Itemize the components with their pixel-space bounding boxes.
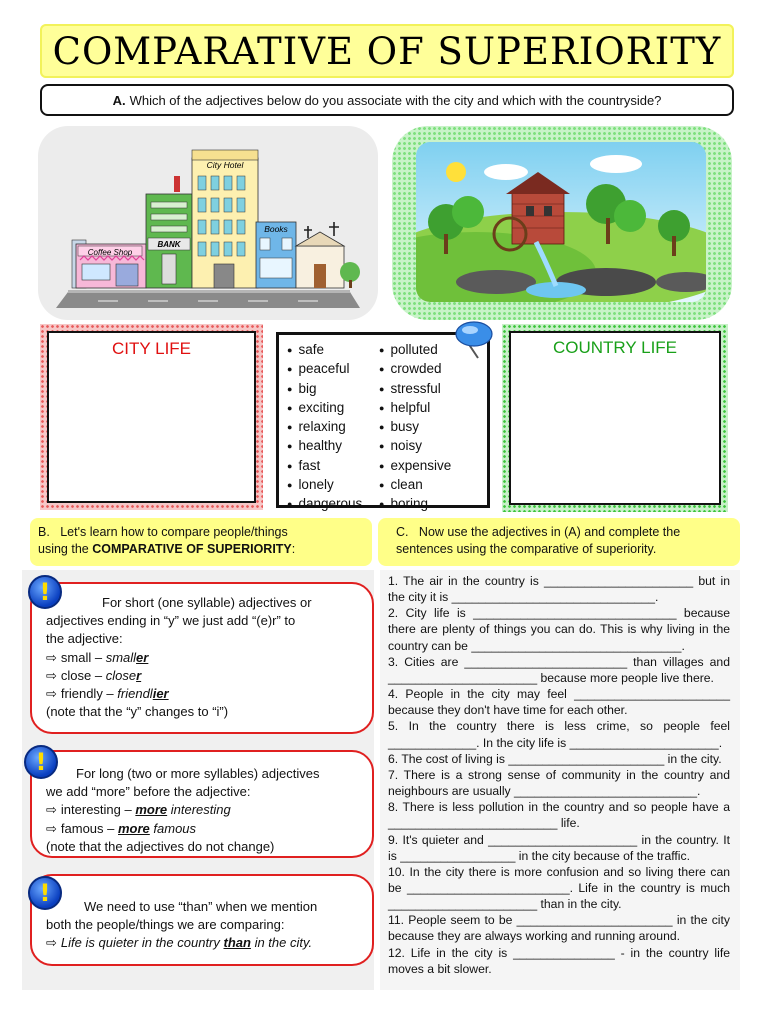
exercise-item[interactable]: 10. In the city there is more confusion and so living there can be ________________________. Life in the country is much ______________________ than in the city. <box>388 864 730 912</box>
rule-short-line-2: adjectives ending in “y” we just add “(e)r” to <box>46 613 296 629</box>
section-b-colon: : <box>291 542 296 556</box>
rule-short-note: (note that the “y” changes to “i”) <box>46 704 229 720</box>
rule-long-note: (note that the adjectives do not change) <box>46 838 275 854</box>
adjective-column-1 <box>287 341 362 515</box>
instruction-a-letter: A. <box>112 92 126 108</box>
adjective-item: ● expensive <box>379 457 451 476</box>
adjective-item: ● dangerous <box>287 495 362 514</box>
exercise-item[interactable]: 12. Life in the city is _______________ - in the country life moves a bit slower. <box>388 945 730 976</box>
rule-short-example-2: ⇨ close – closer <box>46 667 362 685</box>
adjective-item: ● boring <box>379 495 451 514</box>
exercise-item[interactable]: 2. City life is ______________________________ because there are plenty of things you can do. This is why living in the country can be _______________________________. <box>388 606 730 653</box>
countryside-illustration <box>392 126 732 320</box>
section-b-text-1: Let's learn how to compare people/things <box>60 525 288 539</box>
country-life-box[interactable] <box>509 331 721 505</box>
section-c-text-1: Now use the adjectives in (A) and complete the <box>418 525 681 539</box>
instruction-a <box>40 84 734 116</box>
adjective-item: ● peaceful <box>287 360 362 379</box>
rule-short-line-1: For short (one syllable) adjectives or <box>102 595 312 610</box>
rule-long-adjectives <box>30 750 374 858</box>
rule-short-example-3: ⇨ friendly – friendlier <box>46 685 362 703</box>
section-c-letter: C. <box>396 525 409 539</box>
city-life-label: CITY LIFE <box>111 339 192 358</box>
country-life-label: COUNTRY LIFE <box>552 338 678 357</box>
countryside-mill-image <box>416 142 706 302</box>
exercise-item[interactable]: 3. Cities are ________________________ than villages and ______________________ because more people live there. <box>388 654 730 685</box>
rule-short-adjectives <box>30 582 374 734</box>
rule-than-line-1: We need to use “than” when we mention <box>84 899 318 914</box>
bank-sign: BANK <box>157 240 181 249</box>
hotel-sign: City Hotel <box>206 160 244 170</box>
coffee-shop-sign: Coffee Shop <box>87 248 133 257</box>
adjective-item: ● clean <box>379 476 451 495</box>
city-illustration <box>38 126 378 320</box>
rule-than-line-2: both the people/things we are comparing: <box>46 917 285 933</box>
adjective-item: ● helpful <box>379 399 451 418</box>
adjective-item: ● noisy <box>379 437 451 456</box>
exercise-item[interactable]: 7. There is a strong sense of community in the country and neighbours are usually ___________________________. <box>388 767 730 799</box>
city-life-box[interactable] <box>47 331 256 503</box>
section-b-header <box>30 518 372 566</box>
exercise-item[interactable]: 5. In the country there is less crime, so people feel _____________. In the city life is ______________________. <box>388 719 730 750</box>
section-c-header <box>378 518 740 566</box>
rule-than-example: ⇨ Life is quieter in the country than in the city. <box>46 934 362 952</box>
section-b-bold: COMPARATIVE OF SUPERIORITY <box>92 542 292 556</box>
rule-than <box>30 874 374 966</box>
adjective-column-2 <box>379 341 451 515</box>
info-exclamation-icon: ! <box>28 575 62 609</box>
rule-long-example-2: ⇨ famous – more famous <box>46 820 362 838</box>
city-buildings-image <box>38 126 378 320</box>
books-sign: Books <box>264 224 288 234</box>
adjective-item: ● relaxing <box>287 418 362 437</box>
section-c-text-2: sentences using the comparative of superiority. <box>396 542 657 556</box>
info-exclamation-icon: ! <box>24 745 58 779</box>
adjective-item: ● busy <box>379 418 451 437</box>
rule-long-line-2: we add “more” before the adjective: <box>46 784 251 800</box>
push-pin-icon <box>452 318 502 362</box>
section-b-letter: B. <box>38 525 50 539</box>
rule-short-line-3: the adjective: <box>46 631 123 647</box>
rule-long-line-1: For long (two or more syllables) adjectives <box>76 766 320 781</box>
adjective-item: ● healthy <box>287 437 362 456</box>
adjective-item: ● crowded <box>379 360 451 379</box>
exercise-item[interactable]: 11. People seem to be _______________________ in the city because they are always working and running around. <box>388 913 730 944</box>
exercise-item[interactable]: 9. It's quieter and ______________________ in the country. It is _________________ in the city because of the traffic. <box>388 832 730 863</box>
page-title: COMPARATIVE OF SUPERIORITY <box>52 30 722 73</box>
exercise-list <box>388 573 730 977</box>
adjective-item: ● stressful <box>379 380 451 399</box>
exercise-item[interactable]: 8. There is less pollution in the country and so people have a _________________________ life. <box>388 800 730 831</box>
adjective-item: ● big <box>287 380 362 399</box>
adjective-item: ● polluted <box>379 341 451 360</box>
adjective-item: ● safe <box>287 341 362 360</box>
info-exclamation-icon: ! <box>28 876 62 910</box>
exercise-item[interactable]: 6. The cost of living is _______________________ in the city. <box>388 751 722 766</box>
exercise-item[interactable]: 4. People in the city may feel _______________________ because they don't have time for each other. <box>388 687 730 718</box>
instruction-a-text: Which of the adjectives below do you associate with the city and which with the countryside? <box>129 92 662 108</box>
section-b-text-2: using the <box>38 542 93 556</box>
adjective-item: ● fast <box>287 457 362 476</box>
adjective-item: ● lonely <box>287 476 362 495</box>
title-banner <box>40 24 734 78</box>
rule-short-example-1: ⇨ small – smaller <box>46 649 362 667</box>
rule-long-example-1: ⇨ interesting – more interesting <box>46 801 362 819</box>
exercise-item[interactable]: 1. The air in the country is ______________________ but in the city it is ______________________________. <box>388 574 730 605</box>
adjective-item: ● exciting <box>287 399 362 418</box>
